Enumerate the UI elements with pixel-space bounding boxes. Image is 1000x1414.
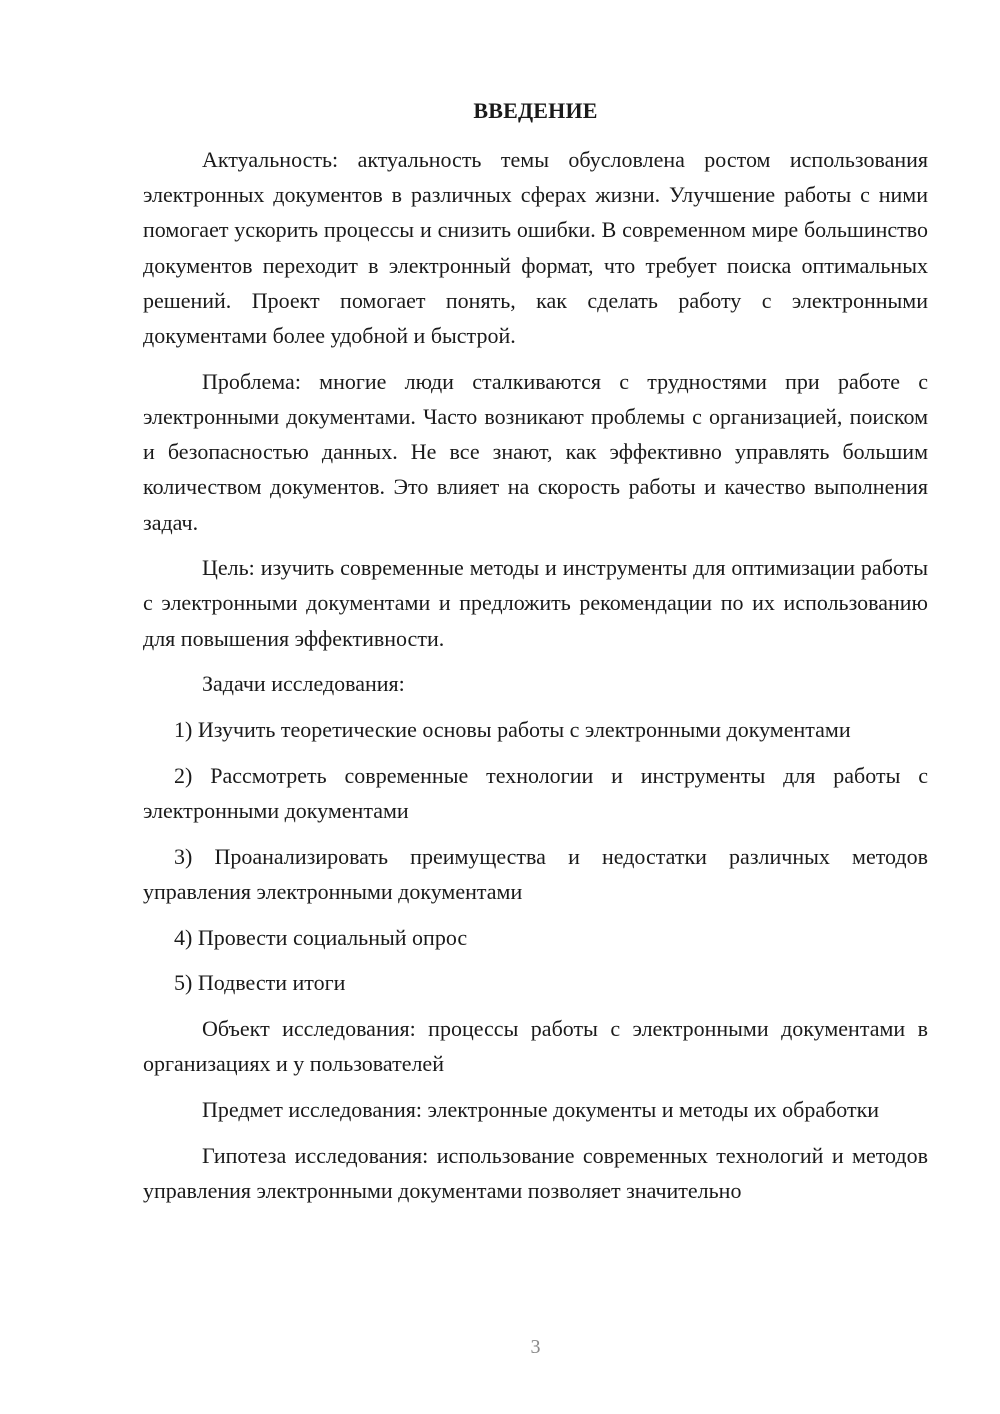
tasks-heading: Задачи исследования:	[202, 671, 405, 697]
task-item-3: 3) Проанализировать преимущества и недостатки различных методов управления электронными документами	[143, 843, 928, 904]
task-item-4: 4) Провести социальный опрос	[174, 924, 468, 950]
document-body	[143, 142, 928, 1208]
section-title: ВВЕДЕНИЕ	[473, 98, 598, 123]
page-number: 3	[530, 1336, 541, 1358]
task-item-5: 5) Подвести итоги	[174, 970, 346, 996]
goal-paragraph: Цель: изучить современные методы и инструменты для оптимизации работы с электронными документами и предложить рекомендации по их использованию для повышения эффективности.	[143, 555, 928, 651]
task-item-2: 2) Рассмотреть современные технологии и инструменты для работы с электронными документами	[143, 762, 928, 823]
subject-paragraph: Предмет исследования: электронные документы и методы их обработки	[202, 1096, 880, 1122]
hypothesis-paragraph: Гипотеза исследования: использование современных технологий и методов управления электронными документами позволяет значительно	[143, 1142, 928, 1203]
problem-paragraph: Проблема: многие люди сталкиваются с трудностями при работе с электронными документами. Часто возникают проблемы с организацией, поиском и безопасностью данных. Не все знают, как эффективно управлять большим количеством документов. Это влияет на скорость работы и качество выполнения задач.	[143, 368, 928, 535]
relevance-paragraph: Актуальность: актуальность темы обусловлена ростом использования электронных документов в различных сферах жизни. Улучшение работы с ними помогает ускорить процессы и снизить ошибки. В современном мире большинство документов переходит в электронный формат, что требует поиска оптимальных решений. Проект помогает понять, как сделать работу с электронными документами более удобной и быстрой.	[143, 147, 928, 349]
object-paragraph: Объект исследования: процессы работы с электронными документами в организациях и у пользователей	[143, 1015, 928, 1077]
task-item-1: 1) Изучить теоретические основы работы с электронными документами	[174, 717, 851, 743]
